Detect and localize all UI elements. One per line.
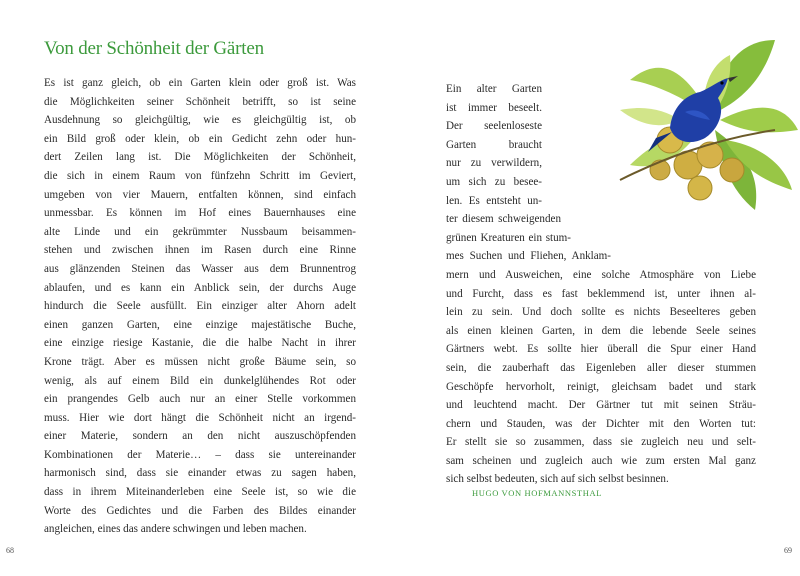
text-line: muss. Hier wie dort hängt die Schönheit nicht an irgend- (44, 411, 356, 424)
text-line: dass in ihrem Miteinanderleben eine Seele ist, so wie die (44, 486, 356, 499)
text-line: als einen kleinen Garten, in dem die lebende Seele seines (446, 324, 756, 337)
text-line: Krone trägt. Aber es müssen nicht große Bäume sein, so (44, 355, 356, 368)
text-line: und leuchtend macht. Der Gärtner tut mit seinen Sträu- (446, 399, 756, 412)
text-line: sich selbst bedeuten, sich auf sich selbst besinnen. (446, 473, 669, 486)
text-line: ist immer beseelt. (446, 101, 542, 114)
text-line: einen ganzen Garten, eine einzige majestätische Buche, (44, 318, 356, 331)
page-number-left: 68 (6, 546, 14, 555)
text-line: Gärtners webt. Es sollte hier überall die Spur einer Hand (446, 343, 756, 356)
text-line: um sich zu besee- (446, 175, 542, 188)
text-line: umgeben von vier Mauern, entfalten können, sind einfach (44, 188, 356, 201)
text-line: Kombinationen der Materie… – dass sie untereinander (44, 448, 356, 461)
text-line: ein prangendes Gelb auch nur an einer Stelle vorkommen (44, 393, 356, 406)
text-line: grünen Kreaturen ein stum- (446, 231, 571, 244)
text-line: die Möglichkeiten seiner Schönheit betrifft, so ist seine (44, 95, 356, 108)
text-line: angleichen, eines das andere schwingen und leben machen. (44, 523, 307, 536)
text-line: aus glänzenden Steinen das Wasser aus dem Brunnentrog (44, 262, 356, 275)
text-line: Es ist ganz gleich, ob ein Garten klein oder groß ist. Was (44, 77, 356, 89)
chapter-title: Von der Schönheit der Gärten (44, 38, 264, 59)
text-line: lein zu sein. Und doch sollte es nichts Beseelteres geben (446, 306, 756, 319)
text-line: ter diesem schweigenden (446, 213, 561, 226)
text-line: chern und Stauden, was der Dichter mit den Worten tut: (446, 417, 756, 430)
right-body-text (446, 80, 756, 489)
text-line: eine einzige riesige Kastanie, die die halbe Nacht in ihrer (44, 337, 356, 350)
text-line: nur zu verwildern, (446, 157, 542, 170)
author-name: HUGO VON HOFMANNSTHAL (472, 488, 603, 498)
text-line: die sich in einem Raum von fünfzehn Schritt im Geviert, (44, 169, 356, 182)
text-line: einer Materie, sondern an den nicht auszuschöpfenden (44, 430, 356, 443)
left-body-text (44, 74, 356, 539)
text-line: mern und Ausweichen, eine solche Atmosphäre von Liebe (446, 268, 756, 281)
text-line: stehen und zwischen ihnen im Rasen durch eine Rinne (44, 244, 356, 257)
text-line: alte Linde und ein gekrümmter Nussbaum beisammen- (44, 225, 356, 238)
text-line: unmessbar. Es können im Hof eines Bauernhauses eine (44, 207, 356, 220)
text-line: ablaufen, und es kann ein Anblick sein, der durchs Auge (44, 281, 356, 294)
text-line: len. Es entsteht un- (446, 194, 542, 207)
text-line: sam scheinen und zugleich auch wie zum ersten Mal ganz (446, 454, 756, 467)
right-page (400, 0, 800, 576)
text-line: wenig, als auf einem Bild ein dunkelglühendes Rot oder (44, 374, 356, 387)
text-line: hindurch die Seele ausfüllt. Ein einziger alter Ahorn adelt (44, 300, 356, 313)
text-line: ein Bild groß oder klein, ob ein Gedicht zehn oder hun- (44, 132, 356, 145)
text-line: Garten braucht (446, 138, 542, 151)
text-line: harmonisch sind, dass sie einander etwas zu sagen haben, (44, 467, 356, 480)
text-line: Worte des Gedichtes und die Farben des Bildes einander (44, 504, 356, 517)
text-line: Ausdehnung so gleichgültig, wie es gleichgültig ist, ob (44, 114, 356, 127)
text-line: Er stellt sie so zusammen, dass sie zugleich neu und selt- (446, 436, 756, 449)
text-line: Ein alter Garten (446, 83, 542, 95)
text-line: und Furcht, dass es fast beklemmend ist, unter ihnen al- (446, 287, 756, 300)
text-line: Der seelenloseste (446, 120, 542, 133)
text-line: mes Suchen und Fliehen, Anklam- (446, 250, 611, 263)
page-number-right: 69 (784, 546, 792, 555)
text-line: Geschöpfe hervorholt, reinigt, gleichsam badet und stark (446, 380, 756, 393)
text-line: dert Zeilen lang ist. Die Möglichkeiten der Schönheit, (44, 151, 356, 164)
text-line: sein, die zauberhaft das Eigenleben aller dieser stummen (446, 361, 756, 374)
